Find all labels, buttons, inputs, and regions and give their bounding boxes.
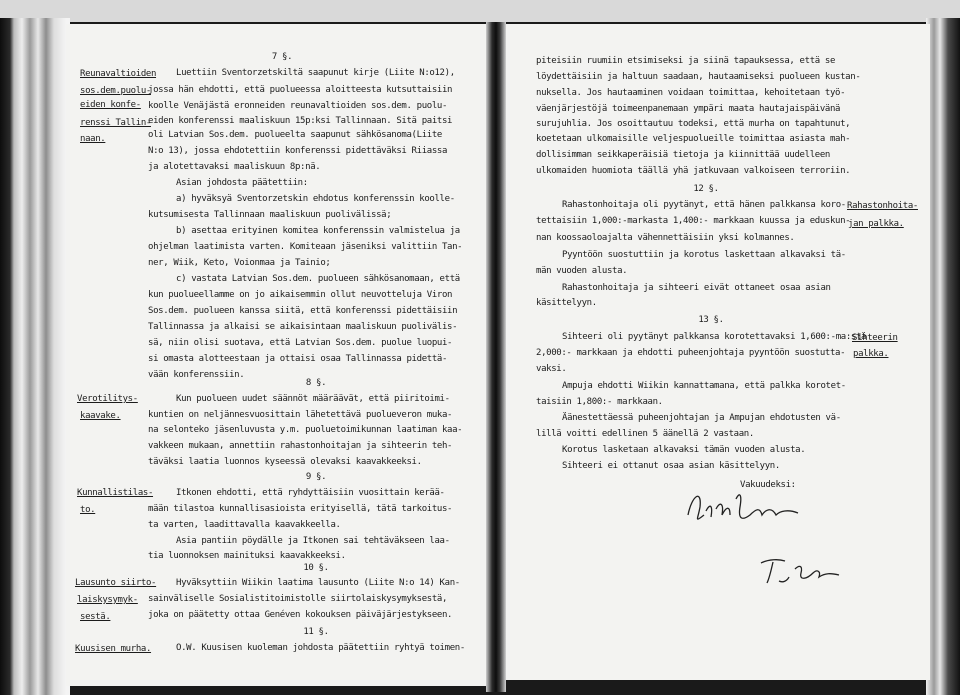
margin-line: jan palkka.: [848, 219, 904, 229]
text-line: kun puolueellamme on jo aikaisemmin ollut neuvotteluja Viron: [148, 290, 453, 300]
scanner-bed-edge: [0, 0, 960, 22]
text-line: eiden konferenssi maaliskuun 15p:ksi Tallinnaan. Sitä paitsi: [148, 116, 453, 126]
text-line: lillä voitti edellinen 5 äänellä 2 vastaan.: [536, 429, 754, 439]
text-line: tettaisiin 1,000:-markasta 1,400:- markkaan kuussa ja eduskun-: [536, 216, 851, 226]
signature-secretary: [755, 553, 845, 588]
book-spine: [486, 22, 506, 692]
text-line: Tallinnassa ja alkaisi se aikaisintaan maaliskuun puolivälis-: [148, 322, 458, 332]
text-line: kuntien on neljännesvuosittain lähetettävä puolueveron muka-: [148, 410, 453, 420]
text-line: löydettäisiin ja haltuun saadaan, hautaamiseksi puolueen kustan-: [536, 72, 861, 82]
text-line: nan koossaoloajalta vähennettäisiin yksi kolmannes.: [536, 233, 795, 243]
margin-line: renssi Tallin-: [80, 118, 151, 128]
text-line: si omasta alotteestaan ja ottaisi osaa Tallinnassa pidettä-: [148, 354, 448, 364]
text-line: mään tilastoa kunnallisasioista erityisellä, tätä tarkoitus-: [148, 504, 453, 514]
margin-line: Verotilitys-: [77, 394, 138, 404]
text-line: dollisimman seikkaperäisiä tietoja ja kiinnittää uudelleen: [536, 150, 830, 160]
text-line: vään konferenssiin.: [148, 370, 245, 380]
text-line: täväksi laatia luonnos kyseessä olevaksi kaavakkeeksi.: [148, 457, 422, 467]
text-line: ner, Wiik, Keto, Voionmaa ja Tainio;: [148, 258, 331, 268]
margin-line: Sihteerin: [852, 333, 898, 343]
text-line: Kun puolueen uudet säännöt määräävät, että piiritoimi-: [176, 394, 450, 404]
text-line: män vuoden alusta.: [536, 266, 628, 276]
text-line: Rahastonhoitaja ja sihteeri eivät ottaneet osaa asian: [562, 283, 831, 293]
text-line: O.W. Kuusisen kuoleman johdosta päätettiin ryhtyä toimen-: [176, 643, 465, 653]
text-line: surujuhlia. Jos osoittautuu todeksi, että murha on tapahtunut,: [536, 119, 851, 129]
section-number: 12 §.: [693, 184, 719, 194]
text-line: Sihteeri oli pyytänyt palkkansa korotettavaksi 1,600:-ma:stä: [562, 332, 867, 342]
text-line: käsittelyyn.: [536, 298, 597, 308]
margin-line: Kuusisen murha.: [75, 644, 152, 654]
section-number: 11 §.: [303, 627, 329, 637]
text-line: Asia pantiin pöydälle ja Itkonen sai tehtäväkseen laa-: [176, 536, 450, 546]
margin-line: kaavake.: [80, 411, 121, 421]
margin-line: Lausunto siirto-: [75, 578, 157, 588]
text-line: joka on päätetty ottaa Genéven kokouksen päiväjärjestykseen.: [148, 610, 453, 620]
margin-line: palkka.: [853, 349, 889, 359]
text-line: sainväliselle Sosialistitoimistolle siirtolaiskysymyksestä,: [148, 594, 448, 604]
margin-line: Reunavaltioiden: [80, 69, 157, 79]
binder-edge-right: [926, 18, 960, 695]
text-line: Ampuja ehdotti Wiikin kannattamana, että palkka korotet-: [562, 381, 846, 391]
text-line: ja alotettavaksi maaliskuun 8p:nä.: [148, 162, 321, 172]
margin-line: eiden konfe-: [80, 100, 141, 110]
text-line: jossa hän ehdotti, että puolueessa aloitteesta kutsuttaisiin: [148, 85, 453, 95]
signature-chairman: [680, 485, 810, 530]
text-line: na selonteko jäsenluvusta y.m. puoluetoimikunnan laatiman kaa-: [148, 425, 463, 435]
text-line: 2,000:- markkaan ja ehdotti puheenjohtaja pyyntöön suostutta-: [536, 348, 846, 358]
margin-line: sestä.: [80, 612, 111, 622]
text-line: Asian johdosta päätettiin:: [176, 178, 308, 188]
section-number: 10 §.: [303, 563, 329, 573]
text-line: Sos.dem. puolueen kanssa siitä, että konferenssi pidettäisiin: [148, 306, 458, 316]
section-number: 13 §.: [698, 315, 724, 325]
text-line: Hyväksyttiin Wiikin laatima lausunto (Liite N:o 14) Kan-: [176, 578, 460, 588]
text-line: koetetaan ulkomaisille veljespuolueille toimittaa asiasta mah-: [536, 134, 851, 144]
text-line: ta varten, laadittavalla kaavakkeella.: [148, 520, 341, 530]
text-line: oli Latvian Sos.dem. puolueelta saapunut sähkösanoma(Liite: [148, 130, 442, 140]
margin-line: Kunnallistilas-: [77, 488, 154, 498]
section-number: 7 §.: [271, 52, 293, 62]
text-line: nuksella. Jos hautaaminen voidaan toimittaa, kehoitetaan työ-: [536, 88, 846, 98]
text-line: ohjelman laatimista varten. Komiteaan jäseniksi valittiin Tan-: [148, 242, 463, 252]
text-line: a) hyväksyä Sventorzetskin ehdotus konferenssin koolle-: [176, 194, 455, 204]
attestation-label: Vakuudeksi:: [740, 480, 796, 490]
margin-line: laiskysymyk-: [77, 595, 138, 605]
text-line: c) vastata Latvian Sos.dem. puolueen sähkösanomaan, että: [176, 274, 460, 284]
margin-line: Rahastonhoita-: [847, 201, 918, 211]
text-line: sä, niin olisi suotava, että Latvian Sos.dem. puolue luopui-: [148, 338, 453, 348]
text-line: tia luonnoksen mainituksi kaavakkeeksi.: [148, 551, 346, 561]
text-line: ulkomaiden huomiota täällä yhä jatkuvaan valkoiseen terroriin.: [536, 166, 851, 176]
text-line: Korotus lasketaan alkavaksi tämän vuoden alusta.: [562, 445, 806, 455]
section-number: 8 §.: [305, 378, 327, 388]
binder-edge-left: [0, 18, 70, 695]
text-line: Rahastonhoitaja oli pyytänyt, että hänen palkkansa koro-: [562, 200, 846, 210]
margin-line: to.: [80, 505, 96, 515]
text-line: Luettiin Sventorzetskiltä saapunut kirje (Liite N:o12),: [176, 68, 455, 78]
text-line: Sihteeri ei ottanut osaa asian käsittelyyn.: [562, 461, 780, 471]
text-line: piteisiin ruumiin etsimiseksi ja siinä tapauksessa, että se: [536, 56, 836, 66]
text-line: taisiin 1,800:- markkaan.: [536, 397, 663, 407]
text-line: Äänestettäessä puheenjohtajan ja Ampujan ehdotusten vä-: [562, 413, 841, 423]
text-line: kutsumisesta Tallinnaan maaliskuun puolivälissä;: [148, 210, 392, 220]
margin-line: naan.: [80, 134, 106, 144]
text-line: koolle Venäjästä eronneiden reunavaltioiden sos.dem. puolu-: [148, 101, 448, 111]
text-line: Itkonen ehdotti, että ryhdyttäisiin vuosittain kerää-: [176, 488, 445, 498]
text-line: Pyyntöön suostuttiin ja korotus laskettaan alkavaksi tä-: [562, 250, 846, 260]
text-line: väenjärjestöjä toimeenpanemaan ympäri maata hautajaispäivänä: [536, 104, 841, 114]
text-line: N:o 13), jossa ehdotettiin konferenssi pidettäväksi Riiassa: [148, 146, 448, 156]
text-line: vakkeen mukaan, annettiin rahastonhoitajan ja sihteerin teh-: [148, 441, 453, 451]
margin-line: sos.dem.puolu-: [80, 86, 151, 96]
text-line: vaksi.: [536, 364, 567, 374]
section-number: 9 §.: [305, 472, 327, 482]
text-line: b) asettaa erityinen komitea konferenssin valmistelua ja: [176, 226, 460, 236]
